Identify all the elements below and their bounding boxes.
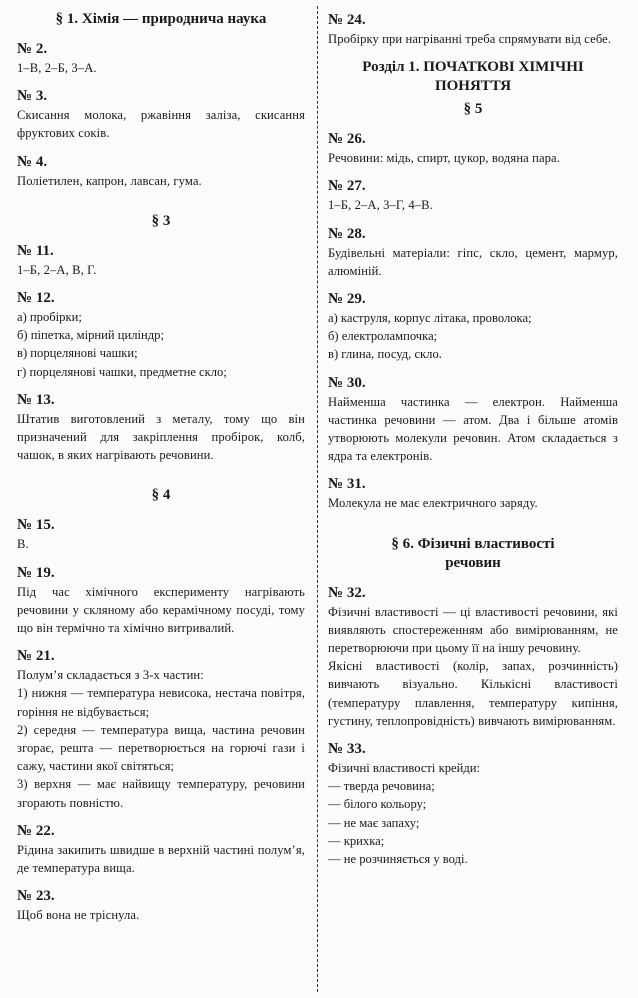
chapter-heading: Розділ 1. ПОЧАТКОВІ ХІМІЧНІ ПОНЯТТЯ [362, 59, 584, 95]
task-number: № 32. [328, 584, 366, 601]
answer-line: — крихка; [328, 833, 385, 848]
answer-paragraph: 1) нижня — температура невисока, нестача повітря, горіння не відбувається; [17, 686, 305, 719]
task-number: № 2. [17, 41, 48, 57]
section-heading: § 3 [151, 212, 171, 229]
section-heading: § 5 [463, 101, 483, 118]
task-answer: Найменша частинка — електрон. Найменша частинка речовини — атом. Два і більше атомів утворюють молекули речовин. Атом складається з ядра та електронів. [328, 394, 618, 464]
section-heading: § 4 [151, 487, 171, 504]
task-block [17, 515, 305, 553]
task-answer: Речовини: мідь, спирт, цукор, водяна пара. [328, 151, 560, 166]
task-block [17, 86, 305, 142]
section-heading: § 6. Фізичні властивості речовин [391, 535, 555, 571]
task-number: № 31. [328, 476, 366, 493]
task-number: № 15. [17, 517, 55, 534]
left-column [17, 10, 305, 933]
task-block [328, 583, 618, 730]
answer-paragraph: Якісні властивості (колір, запах, розчинність) вивчають візуально. Кількісні властивості (температуру плавлення, температуру кипіння, густину, теплопровідність) вивчають вимірюванням. [328, 659, 618, 728]
task-number: № 27. [328, 178, 366, 195]
answer-line: — білого кольору; [328, 797, 427, 812]
answer-line: а) пробірки; [17, 310, 82, 325]
task-answer: Пробірку при нагріванні треба спрямувати від себе. [328, 32, 612, 46]
task-answer: Рідина закипить швидше в верхній частині полум’я, де температура вища. [17, 842, 305, 876]
task-block [17, 886, 305, 924]
answer-paragraph: 3) верхня — має найвищу температуру, речовини згорають повністю. [17, 777, 305, 810]
answer-line: — тверда речовина; [328, 779, 435, 794]
task-number: № 33. [328, 741, 366, 758]
task-number: № 12. [17, 290, 55, 307]
task-block [328, 474, 618, 512]
task-block [17, 821, 305, 877]
answer-line: в) порцелянові чашки; [17, 346, 138, 361]
answer-line: б) піпетка, мірний циліндр; [17, 328, 164, 343]
task-block [17, 152, 305, 190]
task-block [17, 563, 305, 638]
task-number: № 21. [17, 648, 55, 665]
task-answer: Молекула не має електричного заряду. [328, 496, 538, 511]
task-number: № 11. [17, 242, 54, 259]
section-heading: § 1. Хімія — природнича наука [55, 11, 267, 27]
task-answer: Поліетилен, капрон, лавсан, гума. [17, 173, 202, 188]
answer-line: — не розчиняється у воді. [328, 852, 468, 867]
task-block [328, 289, 618, 364]
task-block [328, 129, 618, 167]
task-answer: 1–Б, 2–А, В, Г. [17, 262, 97, 277]
task-answer: Під час хімічного експерименту нагрівають речовини у скляному або керамічному посуді, тому що він термічно та хімічно витривалий. [17, 584, 305, 636]
task-number: № 28. [328, 225, 366, 242]
task-number: № 13. [17, 391, 55, 408]
task-answer: Будівельні матеріали: гіпс, скло, цемент, мармур, алюміній. [328, 245, 618, 278]
answer-paragraph: Полум’я складається з 3-х частин: [17, 668, 204, 683]
column-divider [317, 6, 318, 992]
answer-line: г) порцелянові чашки, предметне скло; [17, 364, 227, 379]
task-block [17, 390, 305, 465]
task-answer: Скисання молока, ржавіння заліза, скисання фруктових соків. [17, 108, 305, 141]
task-answer: Штатив виготовлений з металу, тому що він призначений для закріплення пробірок, колб, чашок, в яких нагрівають речовини. [17, 411, 305, 463]
task-number: № 4. [17, 153, 48, 170]
task-block [328, 224, 618, 280]
task-block [17, 646, 305, 812]
task-block [17, 39, 305, 77]
task-block [17, 288, 305, 381]
task-number: № 30. [328, 374, 366, 391]
answer-line: в) глина, посуд, скло. [328, 347, 442, 362]
task-block [328, 176, 618, 214]
task-number: № 26. [328, 131, 366, 148]
task-block [328, 373, 618, 466]
task-block [328, 10, 618, 48]
answer-paragraph: 2) середня — температура вища, частина речовин згорає, решта — перетворюється на горючі гази і сажу, частини якої світяться; [17, 722, 305, 774]
task-answer: 1–В, 2–Б, 3–А. [17, 61, 97, 75]
answer-line: — не має запаху; [328, 815, 420, 830]
task-answer: В. [17, 537, 29, 552]
task-answer: 1–Б, 2–А, 3–Г, 4–В. [328, 198, 433, 213]
task-block [17, 241, 305, 279]
answer-paragraph: Фізичні властивості — ці властивості речовини, які виявляють спостереженням або вимірюванням, не перетворюючи при цьому її на іншу речовину. [328, 604, 618, 656]
task-number: № 23. [17, 888, 55, 905]
task-number: № 3. [17, 88, 48, 105]
task-number: № 24. [328, 12, 366, 28]
task-answer: Щоб вона не тріснула. [17, 908, 140, 923]
task-number: № 19. [17, 564, 55, 581]
task-block [328, 739, 618, 868]
task-number: № 22. [17, 822, 55, 839]
task-number: № 29. [328, 291, 366, 308]
answer-line: б) електролампочка; [328, 329, 438, 344]
right-column [328, 10, 618, 877]
answer-line: Фізичні властивості крейди: [328, 761, 480, 776]
answer-line: а) каструля, корпус літака, проволока; [328, 311, 532, 326]
